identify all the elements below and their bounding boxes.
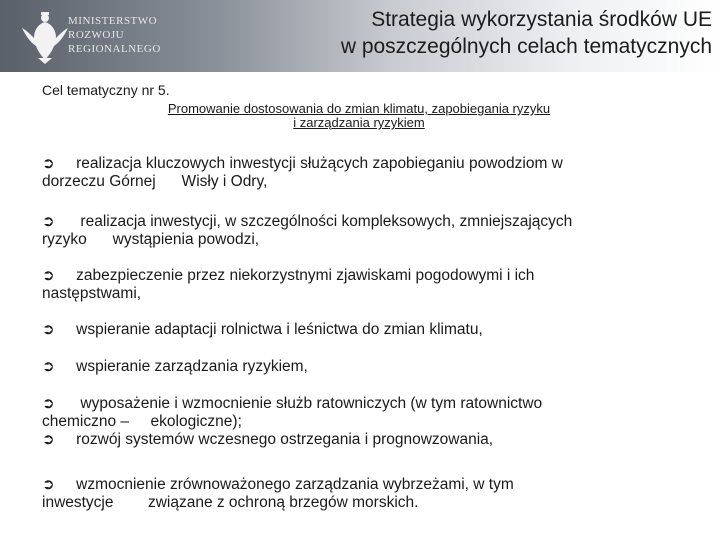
list-item-text: wspieranie adaptacji rolnictwa i leśnictwa do zmian klimatu, bbox=[76, 321, 483, 338]
list-item-text: wspieranie zarządzania ryzykiem, bbox=[76, 358, 308, 375]
arrow-bullet-icon: ➲ bbox=[42, 267, 55, 284]
list-item bbox=[42, 358, 682, 376]
eagle-emblem-icon bbox=[20, 8, 70, 64]
list-item bbox=[42, 476, 682, 512]
list-item-text: realizacja kluczowych inwestycji służących zapobieganiu powodziom w bbox=[76, 155, 563, 172]
ministry-line: MINISTERSTWO bbox=[68, 15, 158, 27]
arrow-bullet-icon: ➲ bbox=[42, 358, 55, 375]
list-item-text: wyposażenie i wzmocnienie służb ratowniczych (w tym ratownictwo bbox=[76, 395, 543, 412]
arrow-bullet-icon: ➲ bbox=[42, 476, 55, 493]
list-item-text: rozwój systemów wczesnego ostrzegania i prognowzowania, bbox=[76, 431, 494, 448]
arrow-bullet-icon: ➲ bbox=[42, 321, 55, 338]
page-title bbox=[252, 6, 712, 60]
list-item bbox=[42, 267, 682, 303]
list-item-text: następstwami, bbox=[42, 285, 142, 302]
topic-heading bbox=[104, 102, 614, 130]
list-item-text: ryzyko wystąpienia powodzi, bbox=[42, 231, 260, 248]
list-item bbox=[42, 321, 682, 339]
arrow-bullet-icon: ➲ bbox=[42, 213, 55, 230]
ministry-line: REGIONALNEGO bbox=[68, 43, 161, 55]
list-item-text: inwestycje związane z ochroną brzegów morskich. bbox=[42, 494, 419, 511]
header-bar bbox=[0, 0, 720, 72]
list-item-text: dorzeczu Górnej Wisły i Odry, bbox=[42, 173, 268, 190]
list-item bbox=[42, 213, 682, 249]
arrow-bullet-icon: ➲ bbox=[42, 395, 55, 412]
ministry-name bbox=[68, 14, 161, 56]
page-title-line: w poszczególnych celach tematycznych bbox=[340, 35, 712, 58]
topic-label: Cel tematyczny nr 5. bbox=[42, 82, 170, 98]
topic-heading-line: i zarządzania ryzykiem bbox=[293, 115, 425, 130]
list-item bbox=[42, 155, 682, 191]
arrow-bullet-icon: ➲ bbox=[42, 155, 55, 172]
list-item bbox=[42, 395, 682, 449]
arrow-bullet-icon: ➲ bbox=[42, 431, 55, 448]
topic-heading-line: Promowanie dostosowania do zmian klimatu, zapobiegania ryzyku bbox=[167, 101, 551, 116]
ministry-line: ROZWOJU bbox=[68, 29, 125, 41]
list-item-text: realizacja inwestycji, w szczególności kompleksowych, zmniejszających bbox=[76, 213, 573, 230]
page-title-line: Strategia wykorzystania środków UE bbox=[371, 8, 712, 31]
list-item-text: chemiczno – ekologiczne); bbox=[42, 413, 242, 430]
list-item-text: zabezpieczenie przez niekorzystnymi zjawiskami pogodowymi i ich bbox=[76, 267, 535, 284]
list-item-text: wzmocnienie zrównoważonego zarządzania wybrzeżami, w tym bbox=[76, 476, 514, 493]
ministry-logo bbox=[20, 8, 200, 66]
